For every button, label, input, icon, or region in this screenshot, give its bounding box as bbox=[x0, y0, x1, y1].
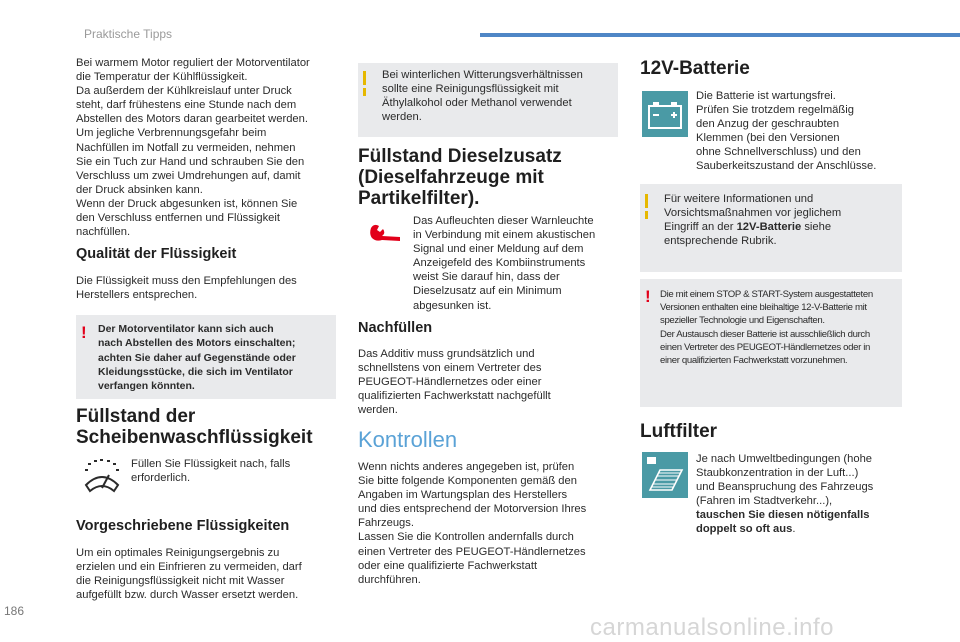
air-filter-heading: Luftfilter bbox=[640, 421, 718, 442]
air-filter-text-bold: tauschen Sie diesen nötigenfalls doppelt so oft aus bbox=[696, 509, 870, 536]
prescribed-fluids-heading: Vorgeschriebene Flüssigkeiten bbox=[76, 518, 290, 534]
air-filter-icon bbox=[642, 452, 688, 498]
battery-info-box bbox=[640, 184, 902, 272]
quality-heading: Qualität der Flüssigkeit bbox=[76, 246, 237, 262]
battery-info-prefix: Für weitere Informationen und Vorsichtsmaßnahmen vor jeglichem Eingriff an der bbox=[664, 193, 842, 234]
battery-info-suffix: siehe entsprechende Rubrik. bbox=[664, 221, 832, 248]
quality-text: Die Flüssigkeit muss den Empfehlungen des Herstellers entsprechen. bbox=[76, 275, 297, 302]
battery-info-bold: 12V-Batterie bbox=[736, 221, 802, 234]
info-bar-icon bbox=[363, 71, 366, 85]
info-bar-lower bbox=[363, 88, 366, 96]
battery-info-text bbox=[664, 192, 896, 248]
air-filter-text-end: . bbox=[792, 523, 796, 536]
winter-info-text: Bei winterlichen Witterungsverhältnissen sollte eine Reinigungsflüssigkeit mit Äthylalkohol oder Methanol verwendet werden. bbox=[382, 69, 583, 124]
washer-text: Füllen Sie Flüssigkeit nach, falls erforderlich. bbox=[131, 458, 291, 485]
air-filter-text bbox=[696, 452, 911, 537]
fan-warning-box bbox=[76, 315, 336, 399]
winter-info-box bbox=[358, 63, 618, 137]
prescribed-fluids-text: Um ein optimales Reinigungsergebnis zu erzielen und ein Einfrieren zu vermeiden, darf die Reinigungsflüssigkeit nicht mit Wasser aufgefüllt bzw. durch Wasser ersetzt werden. bbox=[76, 547, 302, 602]
checks-heading: Kontrollen bbox=[358, 427, 458, 452]
watermark: carmanualsonline.info bbox=[590, 614, 834, 641]
battery-warning-exclamation-icon: ! bbox=[645, 287, 651, 306]
wrench-warning-icon bbox=[368, 222, 404, 244]
battery-heading: 12V-Batterie bbox=[640, 58, 750, 79]
diesel-additive-heading: Füllstand Dieselzusatz (Dieselfahrzeuge mit Partikelfilter). bbox=[358, 146, 562, 209]
battery-warning-box bbox=[640, 279, 902, 407]
windscreen-washer-icon bbox=[80, 455, 124, 495]
battery-info-bar-icon bbox=[645, 194, 648, 208]
battery-info-bar-lower bbox=[645, 211, 648, 219]
fan-warning-text: Der Motorventilator kann sich auch nach Abstellen des Motors einschalten; achten Sie daher auf Gegenstände oder Kleidungsstücke, die sich im Ventilator verfangen könnten. bbox=[98, 323, 296, 393]
header-rule bbox=[480, 33, 960, 37]
battery-text: Die Batterie ist wartungsfrei. Prüfen Sie trotzdem regelmäßig den Anzug der geschraubten Klemmen (bei den Versionen ohne Schnellverschluss) und den Sauberkeitszustand der Anschlüsse. bbox=[696, 90, 877, 173]
washer-heading: Füllstand der Scheibenwaschflüssigkeit bbox=[76, 406, 313, 448]
battery-warning-text: Die mit einem STOP & START-System ausgestatteten Versionen enthalten eine bleihaltige 12-V-Batterie mit spezieller Technologie und Eigenschaften. Der Austausch dieser Batterie ist ausschließlich durch einen Vertreter des PEUGEOT-Händlernetzes oder in einer qualifizierten Fachwerkstatt vorzunehmen. bbox=[660, 289, 873, 367]
header-section-title: Praktische Tipps bbox=[84, 27, 173, 41]
refill-heading: Nachfüllen bbox=[358, 320, 433, 336]
diesel-additive-text: Das Aufleuchten dieser Warnleuchte in Verbindung mit einem akustischen Signal und einer Meldung auf dem Anzeigefeld des Kombiinstruments weist Sie darauf hin, dass der Dieselzusatz auf ein Minimum abgesunken ist. bbox=[413, 215, 596, 312]
coolant-intro-text: Bei warmem Motor reguliert der Motorventilator die Temperatur der Kühlflüssigkeit. Da außerdem der Kühlkreislauf unter Druck steht, darf frühestens eine Stunde nach dem Abstellen des Motors daran gearbeitet werden. Um jegliche Verbrennungsgefahr beim Nachfüllen im Notfall zu vermeiden, nehmen Sie ein Tuch zur Hand und schrauben Sie den Verschluss um zwei Umdrehungen auf, damit der Druck absinken kann. Wenn der Druck abgesunken ist, können Sie den Verschluss entfernen und Flüssigkeit nachfüllen. bbox=[76, 57, 310, 239]
refill-text: Das Additiv muss grundsätzlich und schnellstens von einem Vertreter des PEUGEOT-Händlernetzes oder einer qualifizierten Fachwerkstatt nachgefüllt werden. bbox=[358, 348, 551, 417]
checks-text: Wenn nichts anderes angegeben ist, prüfen Sie bitte folgende Komponenten gemäß den Angaben im Wartungsplan des Herstellers und dies entsprechend der Motorversion Ihres Fahrzeugs. Lassen Sie die Kontrollen andernfalls durch einen Vertreter des PEUGEOT-Händlernetzes oder eine qualifizierte Fachwerkstatt durchführen. bbox=[358, 461, 587, 586]
air-filter-text-main: Je nach Umweltbedingungen (hohe Staubkonzentration in der Luft...) und Beanspruchung des Fahrzeugs (Fahren im Stadtverkehr...), bbox=[696, 453, 874, 508]
battery-icon bbox=[642, 91, 688, 137]
warning-exclamation-icon: ! bbox=[81, 323, 87, 342]
page-number: 186 bbox=[4, 604, 25, 618]
